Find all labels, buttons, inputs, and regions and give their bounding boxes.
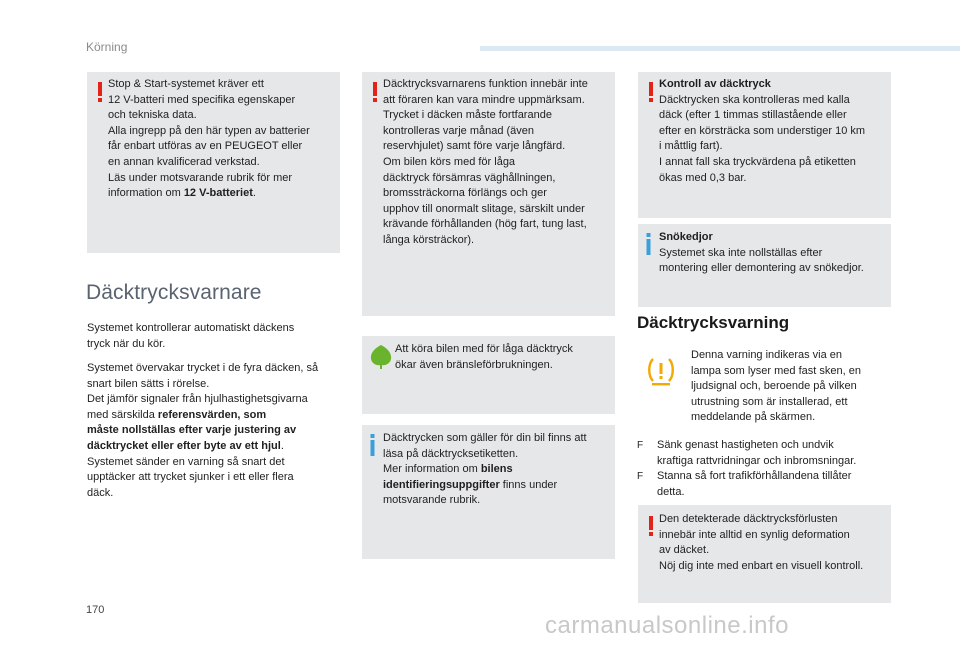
intro-paragraph — [87, 321, 342, 352]
bold-text: måste nollställas efter varje justering av — [87, 424, 297, 437]
text-line: Däcktrycken ska kontrolleras med kalla — [659, 93, 850, 106]
text-line: efter en körsträcka som understiger 10 km — [659, 124, 866, 137]
text-line: snart bilen sätts i rörelse. — [87, 377, 210, 390]
battery-warning-box — [87, 72, 340, 253]
text-line: Trycket i däcken måste fortfarande — [383, 109, 552, 122]
text-line — [87, 408, 345, 424]
text-line: Systemet övervakar trycket i de fyra däcken, så — [87, 362, 319, 374]
warning-exclamation-icon — [372, 82, 378, 102]
bullet-arrow-icon: F — [637, 440, 644, 451]
pressure-check-warning-box — [638, 72, 891, 218]
text-line: långa körsträckor). — [383, 233, 475, 246]
text-fragment: . — [252, 187, 256, 200]
text-line: Denna varning indikeras via en — [691, 349, 843, 361]
snow-chains-info-box — [638, 224, 891, 307]
text-line: Nöj dig inte med enbart en visuell kontroll. — [659, 559, 864, 572]
text-line: av däcket. — [659, 544, 710, 557]
text-line: i måttlig fart). — [659, 140, 723, 153]
eco-leaf-icon — [369, 344, 393, 375]
text-line: att föraren kan vara mindre uppmärksam. — [383, 93, 585, 106]
text-line: kontrolleras varje månad (även — [383, 124, 535, 137]
tyre-label-info-box — [362, 425, 615, 559]
text-line: Stanna så fort trafikförhållandena tillåter — [657, 470, 852, 482]
text-fragment: med särskilda — [87, 408, 158, 421]
tpms-warning-heading: Däcktrycksvarning — [637, 313, 790, 332]
text-line: får enbart utföras av en PEUGEOT eller — [108, 140, 303, 153]
text-fragment: information om — [108, 187, 184, 200]
text-line: Om bilen körs med för låga — [383, 155, 516, 168]
bold-text: Kontroll av däcktryck — [659, 78, 771, 90]
text-line: Alla ingrepp på den här typen av batterier — [108, 124, 310, 137]
text-line: tryck när du kör. — [87, 337, 166, 350]
text-line: upptäcker att trycket sjunker i ett eller flera — [87, 471, 294, 484]
text-line: detta. — [657, 485, 685, 498]
text-line: I annat fall ska tryckvärdena på etiketten — [659, 155, 856, 168]
tyre-pressure-warning-icon — [646, 356, 676, 391]
text-line — [383, 462, 615, 478]
text-line — [383, 478, 615, 494]
text-line: en annan kvalificerad verkstad. — [108, 155, 260, 168]
text-line: motsvarande rubrik. — [383, 494, 481, 507]
text-line: kraftiga rattvridningar och inbromsningar. — [657, 454, 857, 467]
text-line: däck. — [87, 486, 114, 499]
bold-text: bilens — [480, 463, 513, 476]
bold-text: identifieringsuppgifter — [383, 478, 500, 491]
text-line: krävande förhållanden (hög fart, tung last, — [383, 218, 587, 231]
text-line: innebär inte alltid en synlig deformation — [659, 528, 850, 541]
text-line: bromssträckorna förlängs och ger — [383, 187, 547, 200]
action-bullet-2 — [637, 469, 887, 500]
warning-exclamation-icon — [97, 82, 103, 102]
text-line: Systemet sänder en varning så snart det — [87, 455, 285, 468]
warning-exclamation-icon — [648, 516, 654, 536]
eco-tip-box — [362, 336, 615, 414]
text-line: Systemet ska inte nollställas efter — [659, 246, 823, 259]
text-line — [87, 439, 345, 455]
page-number: 170 — [86, 604, 105, 616]
text-line — [87, 423, 345, 439]
action-bullet-1 — [637, 438, 887, 469]
text-line: Den detekterade däcktrycksförlusten — [659, 513, 838, 525]
tpms-limitation-warning-box — [362, 72, 615, 316]
text-line: lampa som lyser med fast sken, en — [691, 364, 861, 377]
text-line: ökar även bränsleförbrukningen. — [395, 358, 553, 371]
text-line: däck (efter 1 timmas stillastående eller — [659, 109, 847, 122]
text-fragment: finns under — [499, 478, 558, 491]
tpms-warning-description — [691, 348, 891, 426]
text-line: Däcktrycksvarnarens funktion innebär inte — [383, 78, 588, 90]
deformation-warning-box — [638, 505, 891, 603]
bold-text: däcktrycket eller efter byte av ett hjul — [87, 439, 281, 452]
text-line: Systemet kontrollerar automatiskt däckens — [87, 322, 295, 334]
text-line: ökas med 0,3 bar. — [659, 171, 747, 184]
text-line: Sänk genast hastigheten och undvik — [657, 439, 834, 451]
text-line: Däcktrycken som gäller för din bil finns att — [383, 432, 587, 444]
header-section-label: Körning — [86, 40, 128, 54]
text-line: upphov till onormalt slitage, särskilt under — [383, 202, 585, 215]
warning-exclamation-icon — [648, 82, 654, 102]
text-line: utrustning som är installerad, ett — [691, 395, 848, 408]
text-line: läsa på däcktrycksetiketten. — [383, 447, 519, 460]
text-line: och tekniska data. — [108, 109, 197, 122]
text-line: 12 V-batteri med specifika egenskaper — [108, 93, 296, 106]
text-line: Stop & Start-systemet kräver ett — [108, 78, 264, 90]
battery-link-text: 12 V-batteriet — [183, 187, 253, 200]
info-icon — [646, 233, 651, 260]
bold-text: referensvärden, som — [157, 408, 267, 421]
section-heading: Däcktrycksvarnare — [86, 281, 262, 304]
text-fragment: . — [280, 439, 284, 452]
box-title — [659, 77, 891, 93]
text-fragment: Mer information om — [383, 463, 481, 476]
text-line: Att köra bilen med för låga däcktryck — [395, 343, 573, 355]
system-paragraph — [87, 361, 345, 501]
text-line: meddelande på skärmen. — [691, 411, 816, 424]
text-line — [108, 186, 338, 202]
text-line: däcktryck försämras väghållningen, — [383, 171, 556, 184]
text-line: reservhjulet) samt före varje långfärd. — [383, 140, 566, 153]
text-line: Läs under motsvarande rubrik för mer — [108, 171, 293, 184]
text-line: montering eller demontering av snökedjor. — [659, 262, 864, 275]
text-line: Det jämför signaler från hjulhastighetsgivarna — [87, 393, 308, 406]
bold-text: Snökedjor — [659, 231, 713, 243]
box-title — [659, 230, 891, 246]
bullet-arrow-icon: F — [637, 471, 644, 482]
header-bar — [480, 46, 960, 51]
watermark: carmanualsonline.info — [545, 612, 789, 639]
text-line: ljudsignal och, beroende på vilken — [691, 380, 857, 393]
info-icon — [370, 434, 375, 461]
